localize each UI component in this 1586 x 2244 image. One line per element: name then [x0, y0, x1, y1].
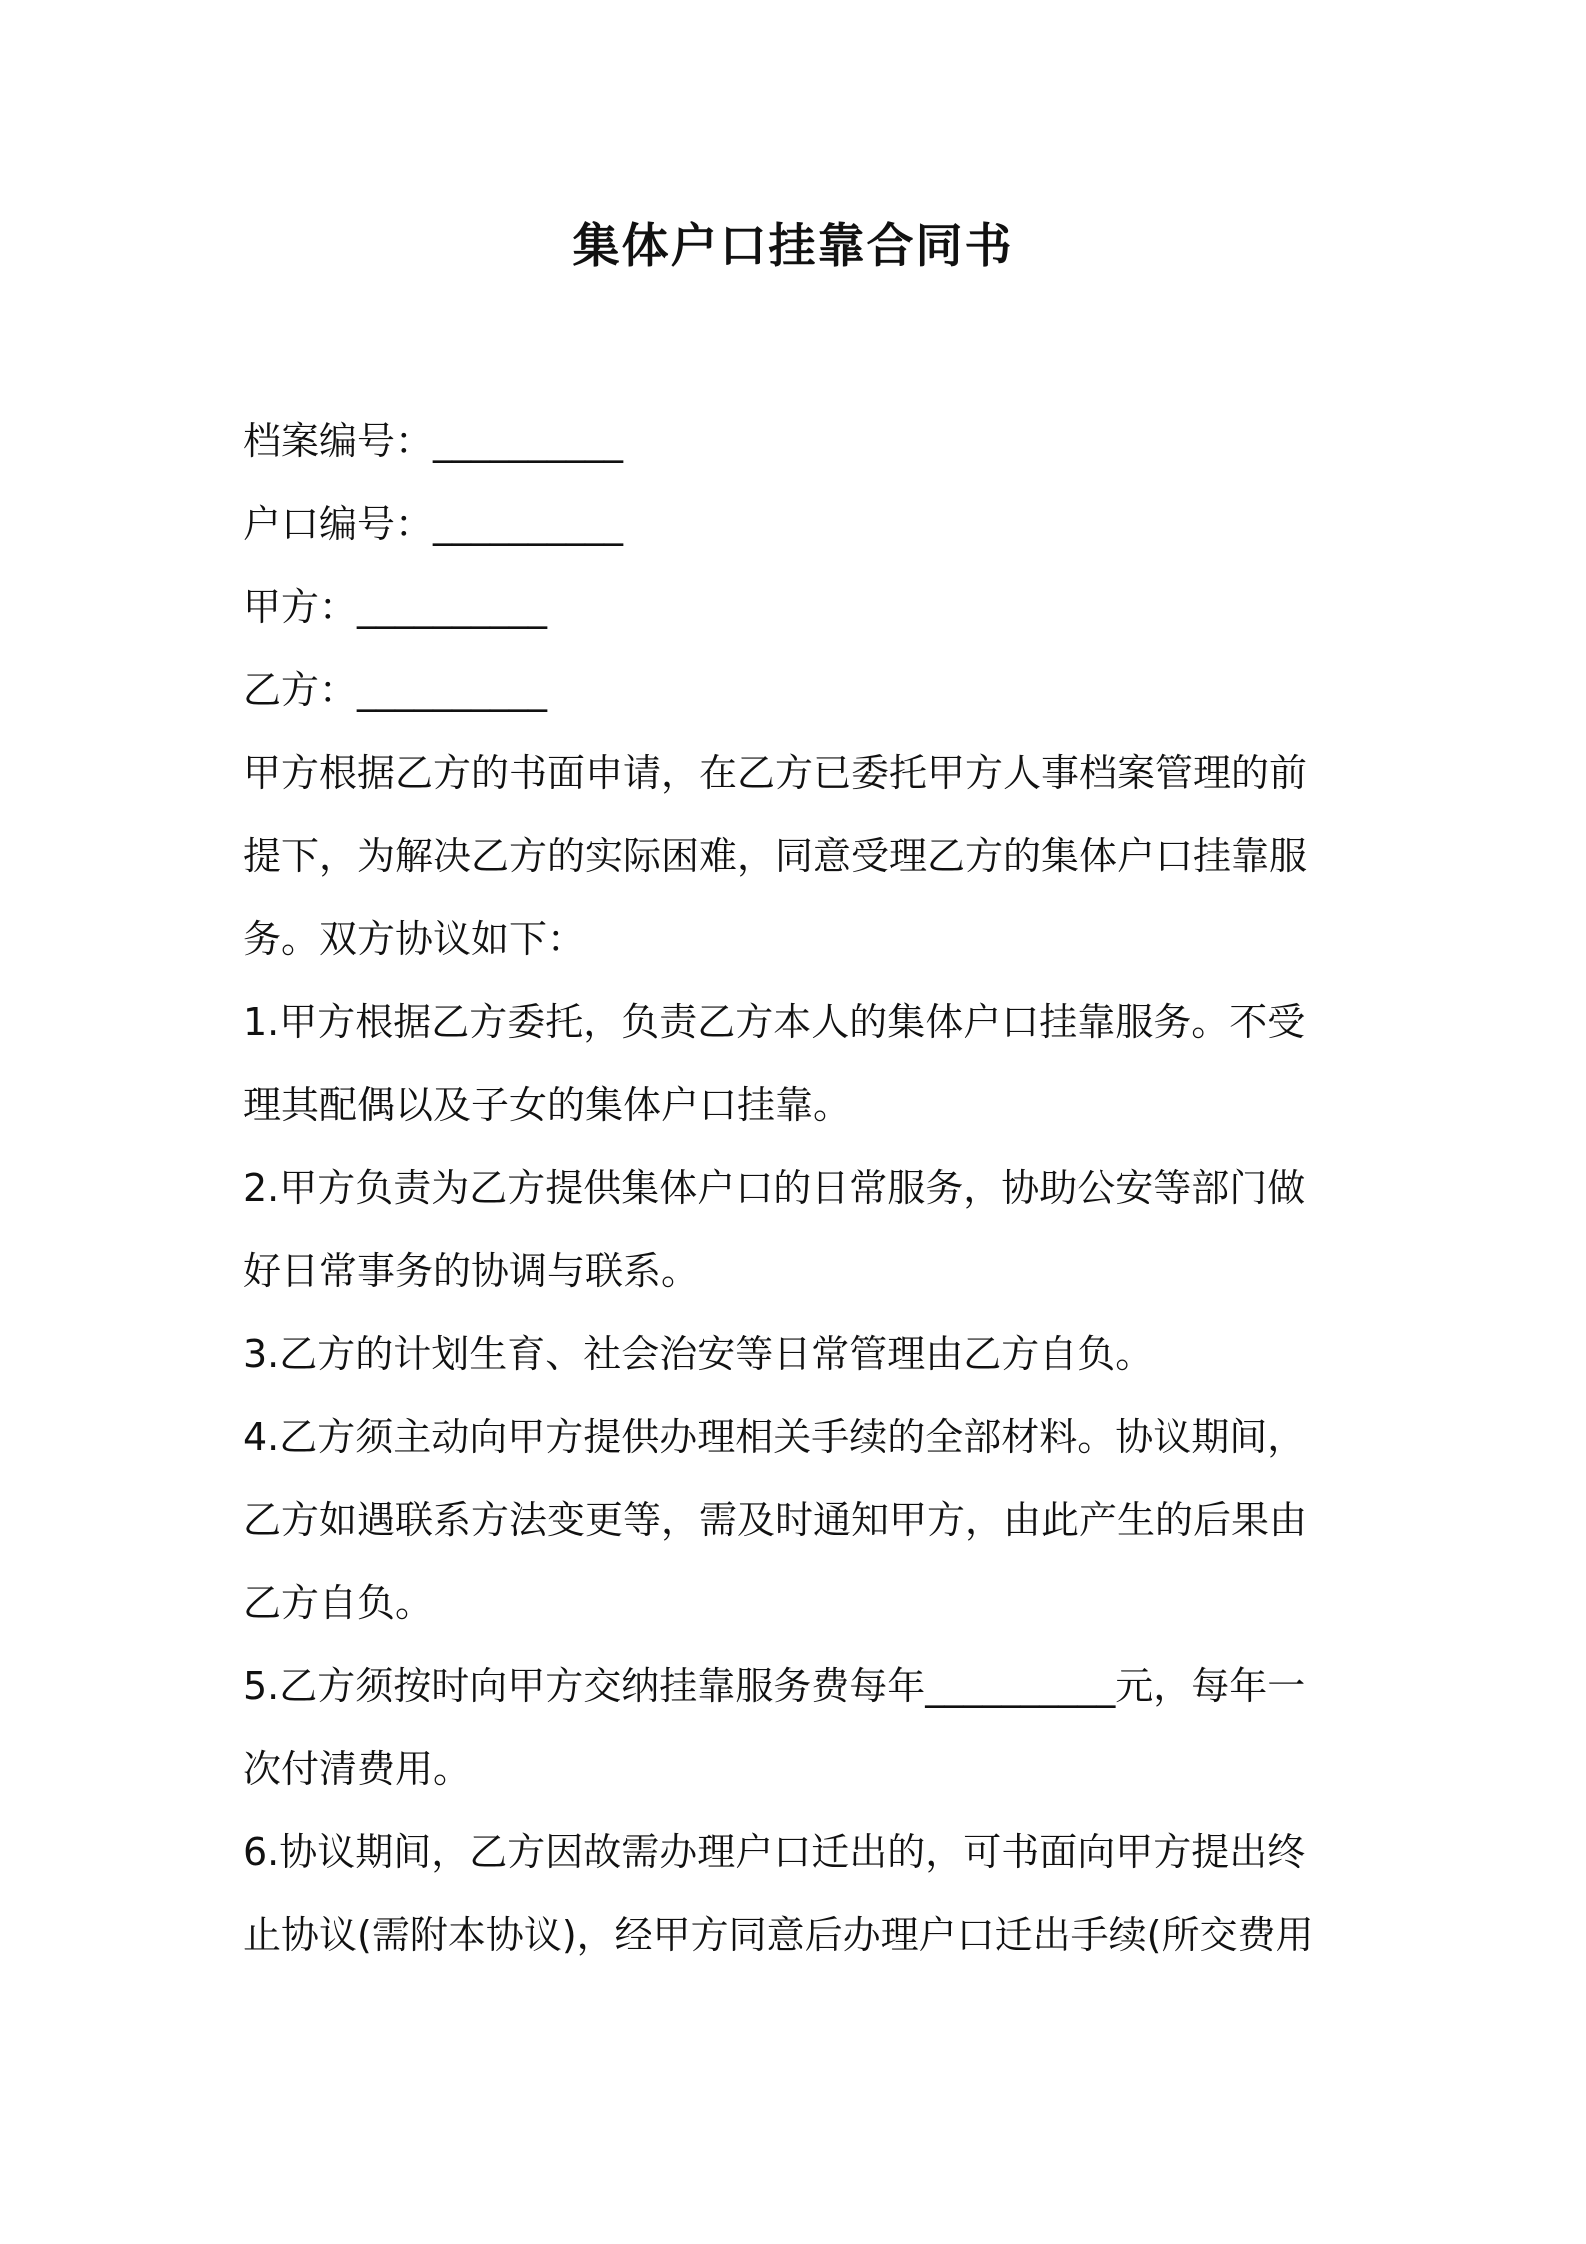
text-line: 3.乙方的计划生育、社会治安等日常管理由乙方自负。 — [243, 1332, 1154, 1376]
field-label: 甲方： — [243, 585, 358, 629]
field-archive-number — [243, 400, 1353, 483]
field-blank: __________ — [357, 668, 548, 712]
text-line: 乙方如遇联系方法变更等，需及时通知甲方，由此产生的后果由 — [243, 1498, 1308, 1542]
field-party-a — [243, 566, 1353, 649]
text-line: 4.乙方须主动向甲方提供办理相关手续的全部材料。协议期间， — [243, 1415, 1306, 1459]
field-party-b — [243, 649, 1353, 732]
document-title: 集体户口挂靠合同书 — [572, 219, 1014, 274]
field-label: 档案编号： — [243, 419, 434, 463]
text-line: 止协议(需附本协议)，经甲方同意后办理户口迁出手续(所交费用 — [243, 1913, 1314, 1957]
text-line: 2.甲方负责为乙方提供集体户口的日常服务，协助公安等部门做 — [243, 1166, 1306, 1210]
text-line: 务。双方协议如下： — [243, 917, 586, 961]
text-line: 理其配偶以及子女的集体户口挂靠。 — [243, 1083, 852, 1127]
text-line: 6.协议期间，乙方因故需办理户口迁出的，可书面向甲方提出终 — [243, 1830, 1306, 1874]
field-blank: __________ — [433, 419, 624, 463]
field-label: 户口编号： — [243, 502, 434, 546]
field-household-number — [243, 483, 1353, 566]
text-line: 乙方自负。 — [243, 1581, 434, 1625]
text-line: 好日常事务的协调与联系。 — [243, 1249, 700, 1293]
text-line: 1.甲方根据乙方委托，负责乙方本人的集体户口挂靠服务。不受 — [243, 1000, 1306, 1044]
text-line: 甲方根据乙方的书面申请，在乙方已委托甲方人事档案管理的前 — [243, 751, 1308, 795]
field-blank: __________ — [433, 502, 624, 546]
text-line: 5.乙方须按时向甲方交纳挂靠服务费每年__________元，每年一 — [243, 1664, 1306, 1708]
document-body — [243, 400, 1353, 1977]
field-blank: __________ — [357, 585, 548, 629]
text-line: 次付清费用。 — [243, 1747, 472, 1791]
field-label: 乙方： — [243, 668, 358, 712]
text-line: 提下，为解决乙方的实际困难，同意受理乙方的集体户口挂靠服 — [243, 834, 1308, 878]
